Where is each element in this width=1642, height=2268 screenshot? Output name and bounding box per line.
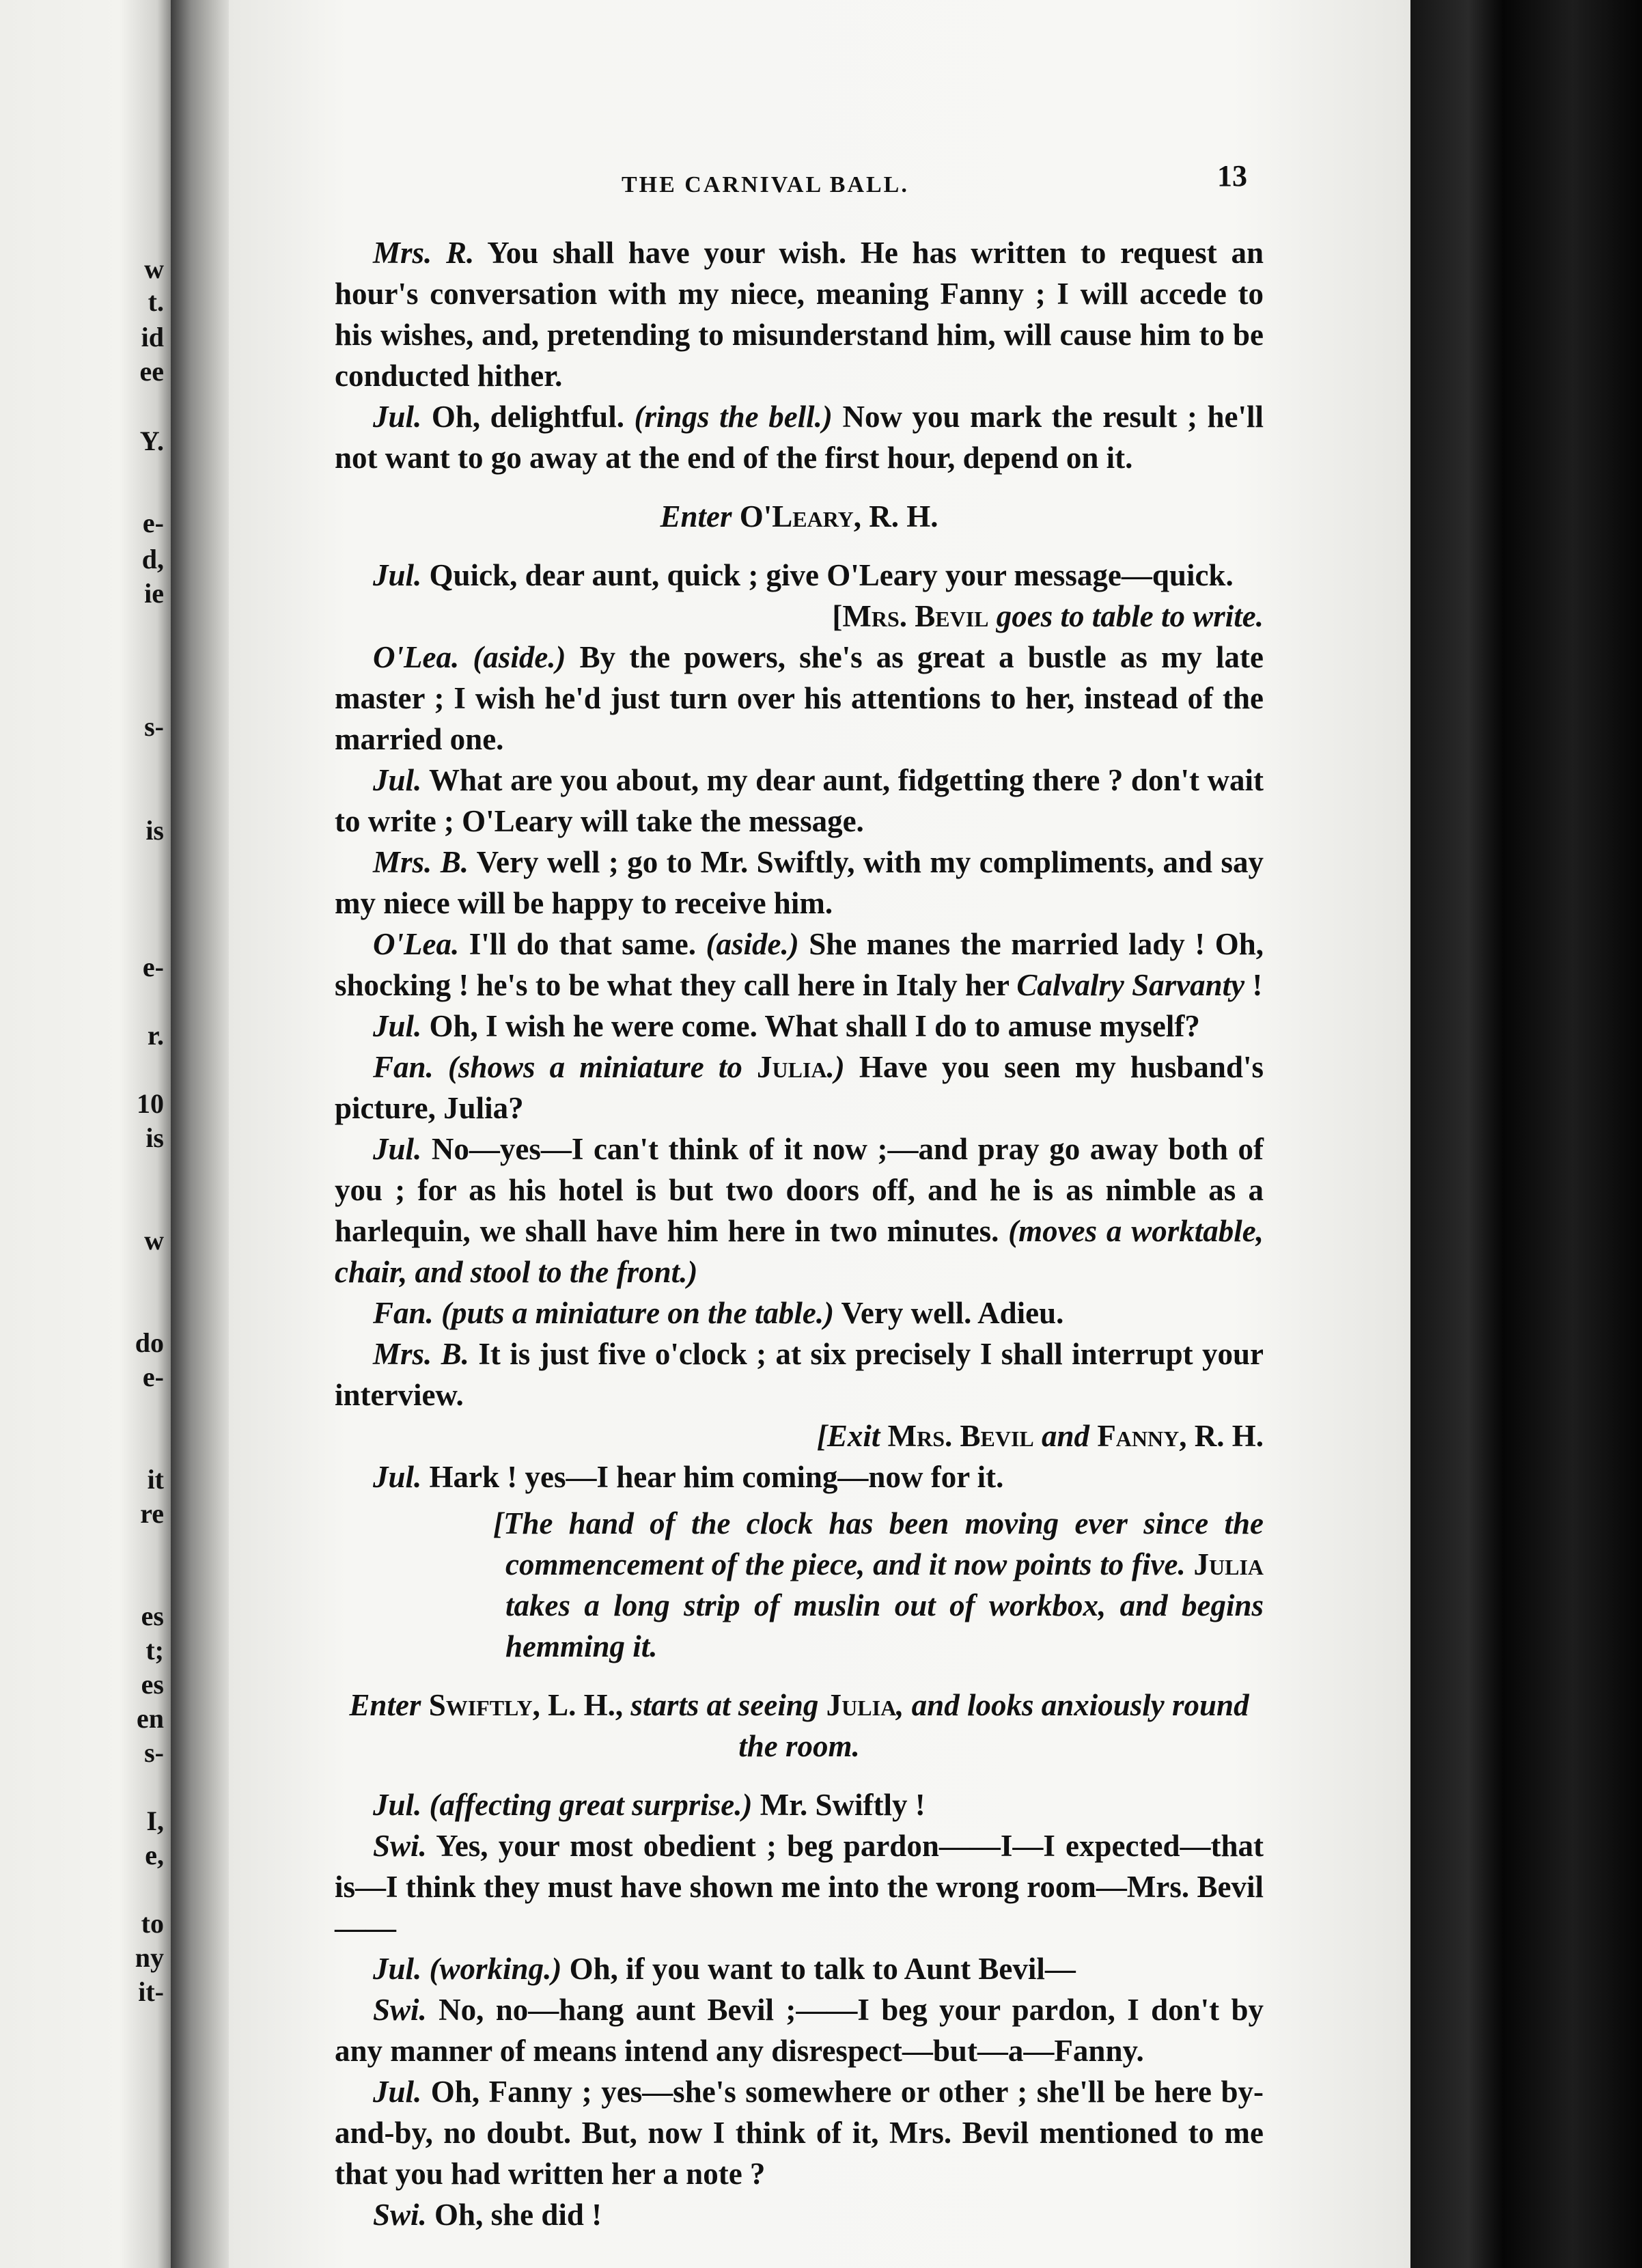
enter-label: Enter	[349, 1688, 421, 1722]
speaker: O'Lea.	[373, 640, 460, 674]
speech: Yes, your most obedient ; beg pardon——I—I expected—that is—I think they must have shown me into the wrong room—Mrs. Bevil——	[335, 1829, 1264, 1945]
running-title: THE CARNIVAL BALL.	[622, 172, 909, 197]
book-gutter	[171, 0, 229, 2268]
speech: By the powers, she's as great a bustle as my late master ; I wish he'd just turn over his attentions to her, instead of the married one.	[335, 640, 1264, 756]
left-page-text-fragment: id	[141, 322, 164, 352]
left-page-text-fragment: r.	[147, 1020, 164, 1051]
left-page-text-fragment: I,	[146, 1806, 164, 1836]
stage-direction: .)	[826, 1050, 845, 1084]
speech: Hark ! yes—I hear him coming—now for it.	[421, 1460, 1004, 1494]
left-page-text-fragment: es	[141, 1669, 164, 1700]
left-page-text-fragment: e,	[145, 1840, 164, 1870]
stage-direction: (moves a worktable, chair, and stool to the front.)	[335, 1214, 1264, 1289]
left-page-text-fragment: es	[141, 1601, 164, 1631]
paragraph	[335, 1784, 1264, 1825]
character-name: O'Leary,	[732, 499, 862, 534]
stage-direction: (puts a miniature on the table.)	[433, 1296, 835, 1330]
book-spine	[1410, 0, 1642, 2268]
stage-direction: takes a long strip of muslin out of workbox, and begins hemming it.	[505, 1588, 1264, 1663]
speech: Now you mark the result ; he'll not want to go away at the end of the first hour, depend on it.	[335, 400, 1264, 475]
paragraph	[335, 1292, 1264, 1333]
paragraph	[335, 1006, 1264, 1047]
character-name: Julia	[826, 1688, 897, 1722]
stage-direction-line	[335, 596, 1264, 637]
stage-direction: [The hand of the clock has been moving ever since the commencement of the piece, and it now points to five.	[493, 1506, 1264, 1581]
paragraph	[335, 1333, 1264, 1415]
exit-direction	[335, 1415, 1264, 1456]
left-page-text-fragment: ee	[139, 356, 164, 387]
speaker: Mrs. R.	[373, 236, 475, 270]
speaker: Jul.	[373, 2075, 422, 2109]
speech: Have you seen my husband's picture, Julia?	[335, 1050, 1264, 1125]
left-page-text-fragment: d,	[141, 544, 164, 575]
speech: She manes the married lady ! Oh, shocking ! he's to be what they call here in Italy her	[335, 927, 1264, 1002]
speaker: Mrs. B.	[373, 845, 469, 879]
speaker: Swi.	[373, 2198, 427, 2232]
stage-side: R. H.	[1186, 1419, 1264, 1453]
speech: Quick, dear aunt, quick ; give O'Leary your message—quick.	[421, 558, 1234, 592]
speaker: Jul.	[373, 763, 422, 797]
left-page-text-fragment: is	[145, 815, 164, 846]
speaker: Swi.	[373, 1829, 427, 1863]
paragraph	[335, 924, 1264, 1006]
speaker: Mrs. B.	[373, 1337, 469, 1371]
speaker: Fan.	[373, 1050, 434, 1084]
left-page-text-fragment: it	[147, 1464, 164, 1495]
speaker: Jul.	[373, 400, 422, 434]
left-page-text-fragment: s-	[144, 1737, 164, 1768]
paragraph	[335, 2071, 1264, 2194]
entrance-direction	[335, 1685, 1264, 1767]
speaker: Jul.	[373, 1009, 422, 1043]
left-page-text-fragment: e-	[142, 508, 164, 538]
page-number: 13	[1217, 159, 1247, 193]
left-page-text-fragment: ny	[135, 1942, 164, 1973]
speaker: O'Lea.	[373, 927, 460, 961]
stage-direction: (affecting great surprise.)	[421, 1788, 753, 1822]
paragraph	[335, 842, 1264, 924]
speaker: Jul.	[373, 558, 422, 592]
left-page-text-fragment: ie	[144, 578, 164, 609]
entrance-direction	[335, 496, 1264, 537]
speaker: Jul.	[373, 1788, 422, 1822]
speech: Oh, she did !	[426, 2198, 602, 2232]
left-page-text-fragment: e-	[142, 1361, 164, 1392]
left-page-text-fragment: it-	[138, 1976, 164, 2007]
left-page-text-fragment: 10	[137, 1088, 164, 1119]
speaker: Jul.	[373, 1460, 422, 1494]
paragraph	[335, 1825, 1264, 1948]
left-page-edge	[0, 0, 171, 2268]
stage-direction: goes to table to write.	[988, 599, 1264, 633]
stage-direction: , and looks anxiously round the room.	[738, 1688, 1249, 1763]
left-page-text-fragment: w	[144, 1225, 164, 1256]
speech: It is just five o'clock ; at six precisely I shall interrupt your interview.	[335, 1337, 1264, 1412]
speaker: Jul.	[373, 1132, 422, 1166]
stage-direction: (working.)	[421, 1952, 562, 1986]
enter-label: Enter	[660, 499, 732, 534]
paragraph	[335, 555, 1264, 596]
speaker: Fan.	[373, 1296, 434, 1330]
speech: Oh, I wish he were come. What shall I do to amuse myself?	[421, 1009, 1200, 1043]
speech: !	[1244, 968, 1263, 1002]
left-page-text-fragment: t;	[145, 1635, 164, 1665]
character-name: Julia	[757, 1050, 827, 1084]
character-name: [Mrs. Bevil	[832, 599, 989, 633]
left-page-text-fragment: en	[137, 1703, 164, 1734]
speech: Oh, if you want to talk to Aunt Bevil—	[561, 1952, 1076, 1986]
paragraph	[335, 637, 1264, 760]
italic-phrase: Calvalry Sarvanty	[1016, 968, 1245, 1002]
speaker: Jul.	[373, 1952, 422, 1986]
speech: Very well. Adieu.	[834, 1296, 1064, 1330]
left-page-text-fragment: to	[141, 1908, 164, 1939]
speech: Mr. Swiftly !	[752, 1788, 926, 1822]
left-page-text-fragment: do	[135, 1327, 164, 1358]
speech: You shall have your wish. He has written to request an hour's conversation with my niece, meaning Fanny ; I will accede to his wishes, and, pretending to misunderstand him, will cause him to be conducted hither.	[335, 236, 1264, 393]
conjunction: and	[1033, 1419, 1090, 1453]
left-page-text-fragment: e-	[142, 952, 164, 982]
stage-side: R. H.	[861, 499, 938, 534]
stage-direction: (aside.)	[706, 927, 799, 961]
character-name: Swiftly,	[421, 1688, 540, 1722]
speech: What are you about, my dear aunt, fidgetting there ? don't wait to write ; O'Leary will take the message.	[335, 763, 1264, 838]
left-page-text-fragment: Y.	[139, 426, 164, 456]
speech: I'll do that same.	[459, 927, 706, 961]
stage-direction: starts at seeing	[623, 1688, 826, 1722]
character-name: Fanny,	[1089, 1419, 1187, 1453]
paragraph	[335, 1989, 1264, 2071]
left-page-text-fragment: is	[145, 1122, 164, 1153]
paragraph	[335, 232, 1264, 396]
page-text	[335, 232, 1264, 2235]
speech: Very well ; go to Mr. Swiftly, with my compliments, and say my niece will be happy to receive him.	[335, 845, 1264, 920]
paragraph	[335, 1456, 1264, 1497]
stage-direction: (aside.)	[459, 640, 566, 674]
speech: Oh, Fanny ; yes—she's somewhere or other ; she'll be here by-and-by, no doubt. But, now I think of it, Mrs. Bevil mentioned to me that you had written her a note ?	[335, 2075, 1264, 2191]
speaker: Swi.	[373, 1993, 427, 2027]
stage-direction-block	[493, 1503, 1264, 1667]
character-name: Julia	[1193, 1547, 1264, 1581]
left-page-text-fragment: w	[144, 253, 164, 284]
character-name: Mrs. Bevil	[880, 1419, 1034, 1453]
paragraph	[335, 2194, 1264, 2235]
speech: Oh, delightful.	[421, 400, 635, 434]
speech: No, no—hang aunt Bevil ;——I beg your pardon, I don't by any manner of means intend any disrespect—but—a—Fanny.	[335, 1993, 1264, 2068]
paragraph	[335, 396, 1264, 478]
paragraph	[335, 1047, 1264, 1129]
paragraph	[335, 760, 1264, 842]
left-page-text-fragment: s-	[144, 711, 164, 742]
stage-side: L. H.,	[540, 1688, 624, 1722]
exit-label: [Exit	[816, 1419, 880, 1453]
left-page-text-fragment: t.	[148, 286, 164, 317]
stage-direction: (shows a miniature to	[433, 1050, 757, 1084]
left-page-text-fragment: re	[140, 1498, 164, 1529]
paragraph	[335, 1129, 1264, 1292]
speech: No—yes—I can't think of it now ;—and pray go away both of you ; for as his hotel is but two doors off, and he is as nimble as a harlequin, we shall have him here in two minutes.	[335, 1132, 1264, 1248]
stage-direction: (rings the bell.)	[634, 400, 833, 434]
paragraph	[335, 1948, 1264, 1989]
